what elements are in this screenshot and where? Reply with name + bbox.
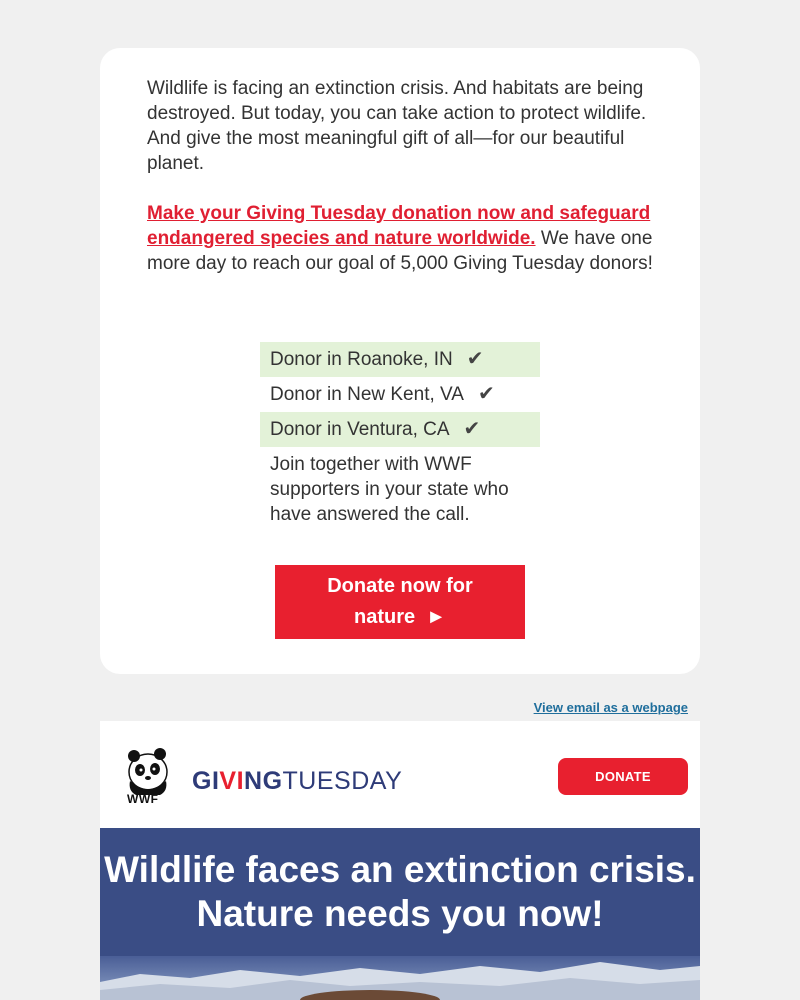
donor-label: Donor in Roanoke, IN [270, 349, 453, 370]
main-card [100, 48, 700, 674]
wwf-label: WWF [127, 792, 159, 806]
donate-now-button[interactable]: Donate now for nature ► [275, 565, 525, 639]
donor-row [260, 377, 540, 412]
donate-button[interactable]: DONATE [558, 758, 688, 795]
donation-cta-link[interactable]: Make your Giving Tuesday donation now and safeguard endangered species and nature worldwide. [147, 203, 651, 249]
logo-gi: GI [192, 767, 220, 795]
check-icon: ✔ [463, 418, 481, 440]
view-webpage-link[interactable]: View email as a webpage [533, 700, 688, 715]
check-icon: ✔ [466, 348, 484, 370]
donor-row [260, 342, 540, 377]
hero-landscape-image [100, 956, 700, 1000]
email-header [100, 721, 700, 828]
donor-label: Donor in Ventura, CA [270, 419, 450, 440]
donor-label: Donor in New Kent, VA [270, 384, 464, 405]
logo-ng: NG [244, 767, 283, 795]
intro-text: Wildlife is facing an extinction crisis. And habitats are being destroyed. But today, you can take action to protect wildlife. And give the most meaningful gift of all—for our beautiful planet. [147, 78, 647, 174]
heart-letters: VI [219, 767, 245, 795]
donor-row [260, 412, 540, 447]
logo-tuesday: TUESDAY [282, 767, 403, 795]
check-icon: ✔ [477, 383, 495, 405]
hero-banner [100, 828, 700, 1000]
donor-list [260, 342, 540, 527]
cta-paragraph [147, 201, 657, 276]
join-text: Join together with WWF supporters in your state who have answered the call. [270, 454, 509, 525]
giving-tuesday-logo [192, 767, 402, 795]
cta-rest-text: We have one more day to reach our goal of 5,000 Giving Tuesday donors! [147, 228, 653, 274]
hero-heading: Wildlife faces an extinction crisis. Nature needs you now! [104, 849, 696, 934]
